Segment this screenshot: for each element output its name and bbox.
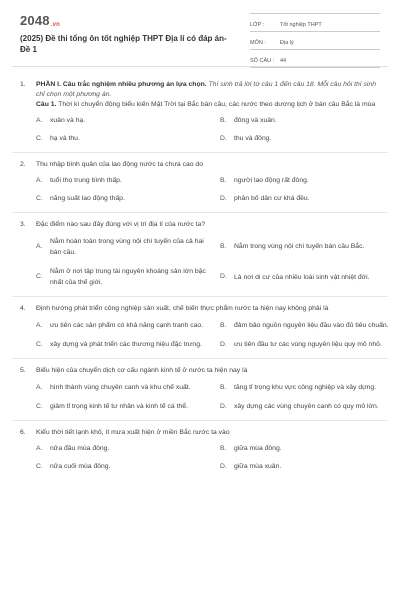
question-number: 3. (20, 221, 26, 228)
meta-value: Tốt nghiệp THPT (280, 22, 322, 28)
option-text: ưu tiên các sản phẩm có khả năng cạnh tranh cao. (50, 322, 204, 329)
option-letter: A. (36, 445, 43, 452)
option-text: Là nơi di cư của nhiều loài sinh vật nhiệt đới. (234, 273, 370, 281)
exam-title: (2025) Đề thi tổng ôn tốt nghiệp THPT Địa lí có đáp án- Đề 1 (20, 34, 227, 54)
option-text: thu và đông. (234, 135, 272, 142)
question-divider (12, 212, 388, 213)
option-text: xây dựng các vùng chuyên canh có quy mô lớn. (234, 403, 379, 410)
part-title: PHẦN I. Câu trắc nghiệm nhiều phương án lựa chọn. (36, 81, 207, 88)
answer-options (36, 176, 380, 204)
option-text: xây dựng và phát triển các thương hiệu đặc trưng. (50, 341, 202, 348)
option-letter: B. (220, 445, 227, 452)
option-letter: B. (220, 177, 227, 184)
meta-row-subject (250, 32, 380, 50)
option-d[interactable] (220, 134, 390, 144)
option-letter: D. (220, 463, 227, 470)
answer-options (36, 444, 380, 472)
option-b[interactable] (220, 382, 390, 393)
meta-key: MÔN : (250, 40, 266, 46)
option-b[interactable] (220, 236, 390, 258)
option-text: giảm tỉ trọng kinh tế tư nhân và kinh tế cá thể. (50, 403, 188, 410)
option-letter: B. (220, 117, 227, 124)
question-text: Kiểu thời tiết lạnh khô, ít mưa xuất hiện ở miền Bắc nước ta vào (36, 429, 230, 436)
part-note: Thí sinh trả lời từ câu 1 đến câu 18. Mỗi câu hỏi thí sinh chỉ chọn một phương án. (36, 81, 377, 98)
option-letter: C. (36, 463, 43, 470)
meta-value: Địa lý (280, 40, 294, 46)
option-text: giữa mùa xuân. (234, 463, 282, 470)
option-a[interactable] (36, 236, 206, 258)
question-1 (20, 80, 380, 144)
option-text: hình thành vùng chuyên canh và khu chế xuất. (50, 384, 191, 391)
option-c[interactable] (36, 462, 206, 472)
option-text: hạ và thu. (50, 135, 80, 142)
option-text: nửa đầu mùa đông. (50, 445, 110, 452)
option-letter: D. (220, 340, 227, 348)
option-letter: A. (36, 243, 43, 250)
logo-number: 2048 (20, 13, 50, 28)
question-text: Định hướng phát triển công nghiệp sản xuất, chế biến thực phẩm nước ta hiện nay không phải là (36, 305, 329, 312)
option-letter: B. (220, 383, 227, 391)
option-text: người lao động rất đông. (234, 177, 309, 184)
question-5 (20, 366, 380, 412)
site-logo[interactable] (20, 13, 60, 28)
logo-tld: .vn (50, 22, 61, 28)
question-2 (20, 160, 380, 204)
option-letter: A. (36, 383, 43, 391)
question-divider (12, 358, 388, 359)
option-b[interactable] (220, 444, 390, 454)
option-letter: A. (36, 321, 43, 329)
option-letter: B. (220, 321, 227, 329)
question-stem (20, 366, 380, 376)
question-number: 4. (20, 305, 26, 312)
option-letter: C. (36, 135, 43, 142)
option-b[interactable] (220, 116, 390, 126)
option-letter: D. (220, 135, 227, 142)
option-c[interactable] (36, 339, 206, 350)
option-d[interactable] (220, 339, 390, 350)
question-stem (20, 80, 380, 110)
option-b[interactable] (220, 320, 390, 331)
question-number: 6. (20, 429, 26, 436)
option-text: tăng tỉ trọng khu vực công nghiệp và xây dựng. (234, 384, 377, 391)
meta-key: LỚP : (250, 22, 265, 28)
option-letter: C. (36, 340, 43, 348)
question-number: 2. (20, 161, 26, 168)
exam-meta-table (250, 13, 380, 68)
option-letter: D. (220, 273, 227, 280)
meta-row-class (250, 13, 380, 32)
answer-options (36, 236, 380, 288)
option-letter: D. (220, 195, 227, 202)
option-text: tuổi thọ trung bình thấp. (50, 177, 122, 184)
option-text: giữa mùa đông. (234, 445, 282, 452)
option-text: năng suất lao động thấp. (50, 195, 125, 202)
option-letter: C. (36, 195, 43, 202)
option-a[interactable] (36, 116, 206, 126)
meta-value: 44 (280, 58, 287, 64)
option-letter: A. (36, 177, 43, 184)
option-text: ưu tiên đầu tư các vùng nguyên liệu quy mô nhỏ. (234, 341, 382, 348)
question-text: Biểu hiện của chuyển dịch cơ cấu ngành kinh tế ở nước ta hiện nay là (36, 367, 248, 374)
option-text: nửa cuối mùa đông. (50, 463, 111, 470)
option-c[interactable] (36, 401, 206, 412)
option-a[interactable] (36, 320, 206, 331)
option-a[interactable] (36, 444, 206, 454)
option-text: Nằm ở nơi tập trung tài nguyên khoáng sản lớn bậc nhất của thế giới. (50, 268, 206, 286)
option-d[interactable] (220, 266, 390, 288)
question-stem (20, 220, 380, 230)
option-c[interactable] (36, 134, 206, 144)
question-stem (20, 160, 380, 170)
option-d[interactable] (220, 462, 390, 472)
option-letter: C. (36, 402, 43, 410)
option-text: đảm bảo nguồn nguyên liệu đầu vào đủ tiêu chuẩn. (234, 322, 389, 329)
question-text: Đặc điểm nào sau đây đúng với vị trí địa lí của nước ta? (36, 221, 206, 228)
question-divider (12, 420, 388, 421)
question-text (36, 80, 380, 110)
option-text: đông và xuân. (234, 117, 277, 124)
question-4 (20, 304, 389, 350)
answer-options (36, 382, 380, 412)
option-letter: A. (36, 117, 43, 124)
option-c[interactable] (36, 266, 206, 288)
option-text: phân bố dân cư khá đều. (234, 195, 310, 202)
header-divider (12, 66, 388, 67)
answer-options (36, 320, 389, 350)
question-divider (12, 152, 388, 153)
question-stem (20, 428, 380, 438)
question-body: Thời kì chuyển động biểu kiến Mặt Trời tại Bắc bán cầu, các nước theo dương lịch ở bán cầu Bắc là mùa (58, 101, 376, 108)
option-d[interactable] (220, 194, 390, 204)
option-letter: B. (220, 243, 227, 250)
option-letter: C. (36, 273, 43, 280)
question-list (20, 80, 389, 479)
option-text: Nằm trong vùng nội chí tuyến bán cầu Bắc. (234, 243, 365, 250)
question-number: 1. (20, 81, 26, 88)
option-a[interactable] (36, 382, 206, 393)
option-c[interactable] (36, 194, 206, 204)
question-divider (12, 296, 388, 297)
question-text: Thu nhập bình quân của lao động nước ta chưa cao do (36, 161, 203, 168)
option-a[interactable] (36, 176, 206, 186)
option-text: xuân và hạ. (50, 117, 86, 124)
option-text: Nằm hoàn toàn trong vùng nội chí tuyến của cả hai bán cầu. (50, 238, 204, 256)
question-6 (20, 428, 380, 472)
question-label: Câu 1. (36, 101, 57, 108)
question-stem (20, 304, 380, 314)
option-b[interactable] (220, 176, 390, 186)
option-d[interactable] (220, 401, 390, 412)
question-3 (20, 220, 380, 288)
question-number: 5. (20, 367, 26, 374)
option-letter: D. (220, 402, 227, 410)
answer-options (36, 116, 380, 144)
meta-key: SỐ CÂU : (250, 58, 275, 64)
